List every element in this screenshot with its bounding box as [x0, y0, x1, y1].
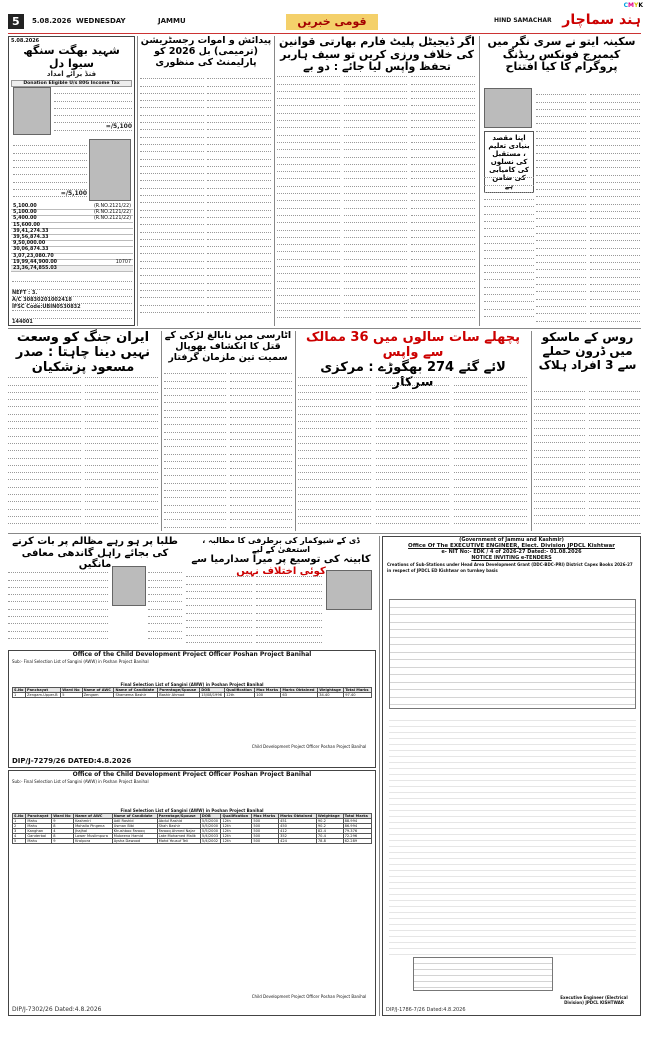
ad-table-caption: Final Selection List of Sangini (AWW) in Poshan Project Banihal [120, 681, 264, 687]
donation-subtitle: فنڈ برائے امداد [46, 70, 97, 79]
ad-signature: Child Development Project Officer Poshan Project Banihal [251, 994, 367, 999]
story-body [344, 70, 407, 324]
ad-cdpo-1 [8, 650, 376, 768]
story-body [164, 367, 226, 529]
story-headline-red: کوئی اختلاف نہیں [236, 565, 326, 577]
story-headline-prefix: کابینہ کی توسیع پر میرا سدارمیا سے [191, 554, 371, 566]
section-title: قومی خبریں [286, 14, 378, 30]
header-date: 5.08.2026 [32, 17, 72, 25]
donation-row: 3,07,23,080.70 [11, 254, 133, 260]
donation-row: 9,50,000.00 [11, 241, 133, 247]
donation-title: شہید بھگت سنگھ سیوا دل [23, 44, 120, 70]
donation-row: 5,100.00 (R.NO.2121/22) [13, 210, 131, 216]
ad-notice: NOTICE INVITING e-TENDERS [471, 555, 552, 561]
story-rahul [8, 536, 182, 648]
story-moscow [534, 331, 641, 531]
ad-table-caption: Final Selection List of Sangini (AWW) in Poshan Project Banihal [120, 807, 264, 813]
donor-photo-2 [89, 139, 131, 201]
story-iran [8, 331, 158, 531]
donation-tax-line: Donation Eligible U/s 80G Income Tax [11, 80, 132, 87]
donation-row: 5,400.00 (R.NO.2121/22) [13, 216, 131, 222]
ad-office: Office of the Child Development Project Officer Poshan Project Banihal [72, 771, 312, 778]
story-body [534, 385, 585, 529]
paper-name-en: HIND SAMACHAR [494, 17, 552, 24]
donation-row: 5,100.00 (R.NO.2121/22) [13, 204, 131, 209]
ad-performance-table [413, 957, 553, 991]
story-body [589, 385, 640, 529]
story-photo [326, 570, 372, 610]
donor-1-text: 5,100/= [54, 87, 132, 135]
story-body [230, 367, 292, 529]
story-headline-red: پچھلے سات سالوں میں 36 ممالک سے واپس [306, 330, 520, 360]
story-headline: اٹارسی میں نابالغ لڑکی کے قتل کا انکشاف بھوپال سمیت تین ملزمان گرفتار [164, 330, 292, 363]
story-headline: ایران جنگ کو وسعت نہیں دینا چاہتا : صدر مسعود پزشکیان [15, 330, 151, 375]
table-row: 4 Ganderbal 8 Lower Muslimpura Mubeena Hamid Late Mohamed Malik 5/4/2003 12th 500 352 70.4 72.296 [13, 833, 372, 838]
ad-office: Office of the Child Development Project Officer Poshan Project Banihal [72, 651, 312, 658]
story-photo [484, 88, 532, 128]
header-city: JAMMU [158, 17, 186, 25]
ad-subject: Sub:- Final Selection List of Sangini (AWW) in Poshan Project Banihal [12, 779, 149, 784]
ad-cdpo-2 [8, 770, 376, 1016]
paper-masthead: ہند سماچار [562, 12, 641, 28]
table-row: 3 Kanghan 4 Jhajhal Khushboo Farooq Farooq Ahmed Najar 5/5/2000 12th 500 412 82.4 79.376 [13, 828, 372, 833]
ad-schedule-table [389, 599, 636, 709]
ad-jpdcl-tender [382, 536, 641, 1016]
story-body [207, 72, 271, 324]
story-headline: پیدائش و اموات رجسٹریشن (ترمیمی) بل 2026 کو پارلیمنٹ کی منظوری [140, 35, 272, 68]
cmyk-mark: CMYK [623, 2, 643, 9]
donation-row: 19,99,44,900.00 10707 [13, 259, 131, 265]
story-headline: روس کے ماسکو میں ڈرون حملے سے 3 افراد ہلاک [538, 330, 637, 372]
ad-subject: Sub:- Final Selection List of Sangini (AWW) in Poshan Project Banihal [12, 659, 149, 664]
story-body [298, 371, 371, 529]
story-itarsi [164, 331, 292, 531]
header-weekday: WEDNESDAY [76, 17, 126, 25]
donation-date: 5.08.2026 [11, 38, 40, 44]
story-body [454, 371, 527, 529]
story-headline: سکینہ ایتو نے سری نگر میں کیمبرج فونکس ریڈنگ پروگرام کا کیا افتتاح [487, 35, 636, 74]
story-body [536, 88, 586, 324]
story-body [277, 70, 340, 324]
story-body [411, 70, 475, 324]
header-rule [8, 33, 641, 34]
story-body [590, 88, 640, 324]
story-body [140, 72, 204, 324]
story-fugitives [298, 331, 528, 531]
story-body [85, 371, 158, 529]
story-headline: لائے گئے 274 بھگوڑے : مرکزی سرکار [320, 359, 506, 390]
donation-total-row: 23,36,74,855.03 [11, 266, 133, 272]
story-shivakumar [186, 536, 376, 648]
donor-2-text: 5,100/= [13, 139, 87, 201]
ad-table: S.No Panchayat Ward No Name of AWC Name of Candidate Parentage/Spouse DOB Qualification Max Marks Marks Obtained Weightage Total Marks 1 Zengam-Upper-B 5 Zengam Shamema Bashir Bashir Ahmad 15/08/1996 12th 100 63 34.40 97.40 [12, 687, 372, 698]
story-body [484, 171, 534, 324]
page-header [8, 12, 641, 32]
ad-dip-number: DIP/J-7279/26 DATED:4.8.2026 [12, 757, 132, 765]
ad-nit-number: e- NIT No:- EDK / 4 of 2026-27 Dated:- 01.08.2026 [441, 549, 582, 555]
donation-row: 39,41,274.33 [11, 229, 133, 235]
ad-table: S.No Panchayat Ward No Name of AWC Name of Candidate Parentage/Spouse DOB Qualification Max Marks Marks Obtained Weightage Total Marks 1 Mahu 9 Kashmiri Adil Rashid Abdul Rashid 5/5/2000 12th 500 451 90.2 88.994 2 Mahu 8 Mohalla Pingena Usman Bibi Shah Bashir 5/5/2000 12th 500 450 90.2 86.994 3 Kanghan 4 Jhajhal Khushboo Farooq Farooq Ahmed Najar 5/5/2000 12th 500 412 82.4 79.376 4 Ganderbal 8 Lower Muslimpura Mubeena Hamid Late Mohamed Malik 5/4/2003 12th 500 352 70.4 72.296 5 Mahu 9 Kralpora Aysha Dawood Mohd Yousuf Teli 5/4/2002 12th 500 424 78.8 62.289 [12, 813, 372, 844]
story-pull-quote: اپنا مقصد بنیادی تعلیم ، مستقبل کی نسلوں کی کامیابی کی ضامن ہے [484, 131, 534, 193]
story-body [8, 566, 108, 646]
ad-signature: Executive Engineer (Electrical Division) JPDCL KISHTWAR [560, 995, 628, 1005]
donation-list [11, 204, 133, 272]
story-body [8, 371, 81, 529]
story-body [186, 570, 252, 646]
table-row: 1 Zengam-Upper-B 5 Zengam Shamema Bashir Bashir Ahmad 15/08/1996 12th 100 63 34.40 97.40 [13, 692, 372, 697]
ad-office: Office Of The EXECUTIVE ENGINEER, Elect. Division JPDCL Kishtwar [408, 543, 615, 549]
story-sakina-itoo [482, 36, 641, 326]
story-photo [112, 566, 146, 606]
story-body [256, 570, 322, 646]
story-body [376, 371, 449, 529]
bank-details: NEFT : 3. A/C 30830201002418 IFSC Code:UBIN0530832 144001 [12, 275, 132, 323]
donation-box [8, 36, 135, 326]
table-row: 2 Mahu 8 Mohalla Pingena Usman Bibi Shah Bashir 5/5/2000 12th 500 450 90.2 86.994 [13, 823, 372, 828]
ad-terms-text [389, 715, 636, 955]
ad-work-title: Creations of Sub-Stations under Head Area Development Grant (DDC-BDC-PRI) District Capex Books 2026-27 in respect of JPDCL ED Kishtwar on turnkey basis [387, 562, 633, 573]
story-headline: اگر ڈیجیٹل پلیٹ فارم بھارتی قوانین کی خلاف ورزی کریں تو سیف ہاربر تحفظ واپس لیا جائے : دو بے [279, 35, 475, 74]
ad-gov: (Government of Jammu and Kashmir) [459, 537, 564, 543]
table-row: 5 Mahu 9 Kralpora Aysha Dawood Mohd Yousuf Teli 5/4/2002 12th 500 424 78.8 62.289 [13, 838, 372, 843]
ad-dip-number: DIP/J-1786-7/26 Dated:4.8.2026 [386, 1007, 466, 1013]
table-row: 1 Mahu 9 Kashmiri Adil Rashid Abdul Rashid 5/5/2000 12th 500 451 90.2 88.994 [13, 818, 372, 823]
story-body [148, 566, 182, 646]
story-digital-platforms [277, 36, 477, 326]
donor-photo-1 [13, 87, 51, 135]
story-birth-death-bill [140, 36, 272, 326]
donation-row: 15,600.00 [11, 223, 133, 229]
story-headline: ڈی کے شیوکمار کی برطرفی کا مطالبہ ، استعفیٰ کے لیے [202, 536, 360, 555]
ad-signature: Child Development Project Officer Poshan Project Banihal [251, 744, 367, 749]
donation-row: 30,06,874.33 [11, 247, 133, 253]
donation-row: 39,56,874.33 [11, 235, 133, 241]
story-headline: طلبا پر ہو رہے مظالم پر بات کرنے کی بجائے راہل گاندھی معافی مانگیں [12, 536, 178, 570]
ad-dip-number: DIP/J-7302/26 Dated:4.8.2026 [12, 1006, 102, 1013]
page-number: 5 [8, 14, 24, 29]
